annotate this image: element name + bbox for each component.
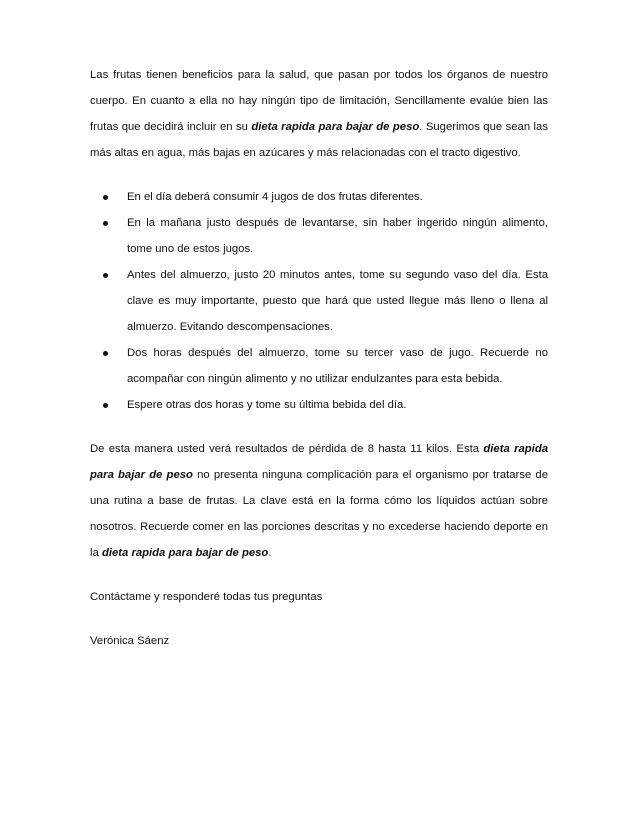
results-text-1: De esta manera usted verá resultados de pérdida de 8 hasta 11 kilos. Esta [90,443,484,455]
spacer [90,166,548,184]
list-item-text: Dos horas después del almuerzo, tome su tercer vaso de jugo. Recuerde no acompañar con ningún alimento y no utilizar endulzantes para esta bebida. [127,347,548,385]
list-item [90,392,548,418]
spacer [90,418,548,436]
results-text-3: . [268,547,272,559]
list-item [90,340,548,392]
contact-line: Contáctame y responderé todas tus preguntas [90,591,323,603]
results-keyword-2: dieta rapida para bajar de peso [101,547,269,559]
results-paragraph [90,436,548,566]
juice-instructions-list [90,184,548,418]
results-text-2: no presenta ninguna complicación para el organismo por tratarse de una rutina a base de frutas. La clave está en la forma cómo los líquidos actúan sobre nosotros. Recuerde comer en las porciones descritas y no excederse haciendo deporte en la [90,469,548,559]
bullet-icon [103,195,108,200]
list-item-text: Antes del almuerzo, justo 20 minutos antes, tome su segundo vaso del día. Esta clave es muy importante, puesto que hará que usted llegue más lleno o llena al almuerzo. Evitando descompensaciones. [127,269,548,333]
list-item [90,262,548,340]
bullet-icon [103,403,108,408]
intro-paragraph [90,62,548,166]
bullet-icon [103,273,108,278]
list-item-text: En el día deberá consumir 4 jugos de dos frutas diferentes. [127,191,423,203]
intro-text-2: . Sugerimos que sean las más altas en agua, más bajas en azúcares y más relacionadas con el tracto digestivo. [90,121,548,159]
spacer [90,610,548,628]
results-keyword-1: dieta rapida para bajar de peso [90,443,548,481]
spacer [90,566,548,584]
bullet-icon [103,221,108,226]
intro-text-1: Las frutas tienen beneficios para la salud, que pasan por todos los órganos de nuestro cuerpo. En cuanto a ella no hay ningún tipo de limitación, Sencillamente evalúe bien las frutas que decidirá incluir en su [90,69,548,133]
list-item-text: Espere otras dos horas y tome su última bebida del día. [127,399,407,411]
intro-keyword: dieta rapida para bajar de peso [251,121,420,133]
bullet-icon [103,351,108,356]
list-item-text: En la mañana justo después de levantarse, sin haber ingerido ningún alimento, tome uno de estos jugos. [127,217,548,255]
signature: Verónica Sáenz [90,635,170,647]
list-item [90,184,548,210]
list-item [90,210,548,262]
